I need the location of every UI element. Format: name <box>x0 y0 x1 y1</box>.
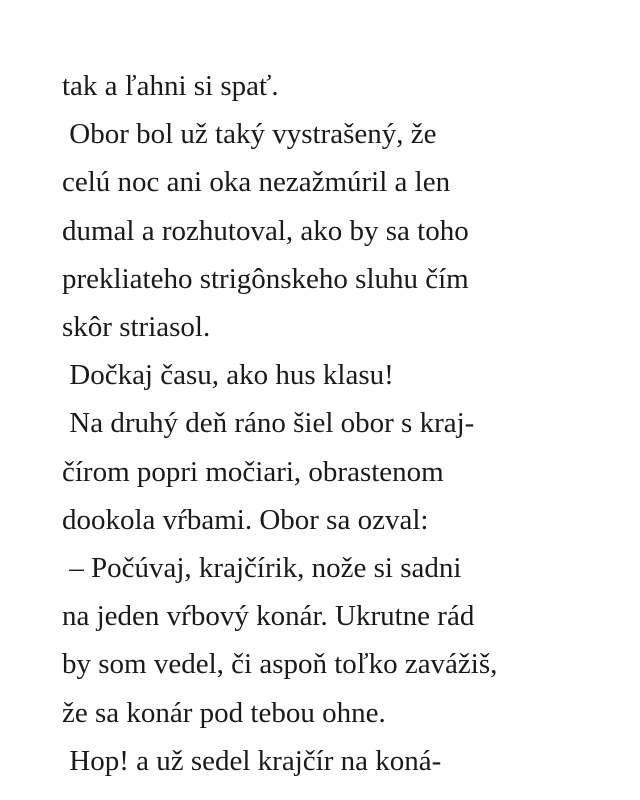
text-line-15: Hop! a už sedel krajčír na koná- <box>62 744 442 777</box>
text-line-4: dumal a rozhutoval, ako by sa toho <box>62 214 469 247</box>
text-line-9: čírom popri močiari, obrastenom <box>62 455 444 488</box>
text-line-3: celú noc ani oka nezažmúril a len <box>62 166 451 199</box>
text-line-6: skôr striasol. <box>62 311 211 344</box>
text-line-2: Obor bol už taký vystrašený, že <box>62 118 437 151</box>
text-line-7: Dočkaj času, ako hus klasu! <box>62 359 394 392</box>
text-line-11: – Počúvaj, krajčírik, nože si sadni <box>62 552 462 585</box>
text-line-1: tak a ľahni si spať. <box>62 70 279 102</box>
text-line-12: na jeden vŕbový konár. Ukrutne rád <box>62 600 475 633</box>
text-line-8: Na druhý deň ráno šiel obor s kraj- <box>62 407 475 440</box>
text-line-13: by som vedel, či aspoň toľko zavážiš, <box>62 648 498 681</box>
book-page <box>62 62 622 785</box>
text-line-14: že sa konár pod tebou ohne. <box>62 696 386 729</box>
text-line-5: prekliateho strigônskeho sluhu čím <box>62 262 469 295</box>
text-line-10: dookola vŕbami. Obor sa ozval: <box>62 503 429 536</box>
